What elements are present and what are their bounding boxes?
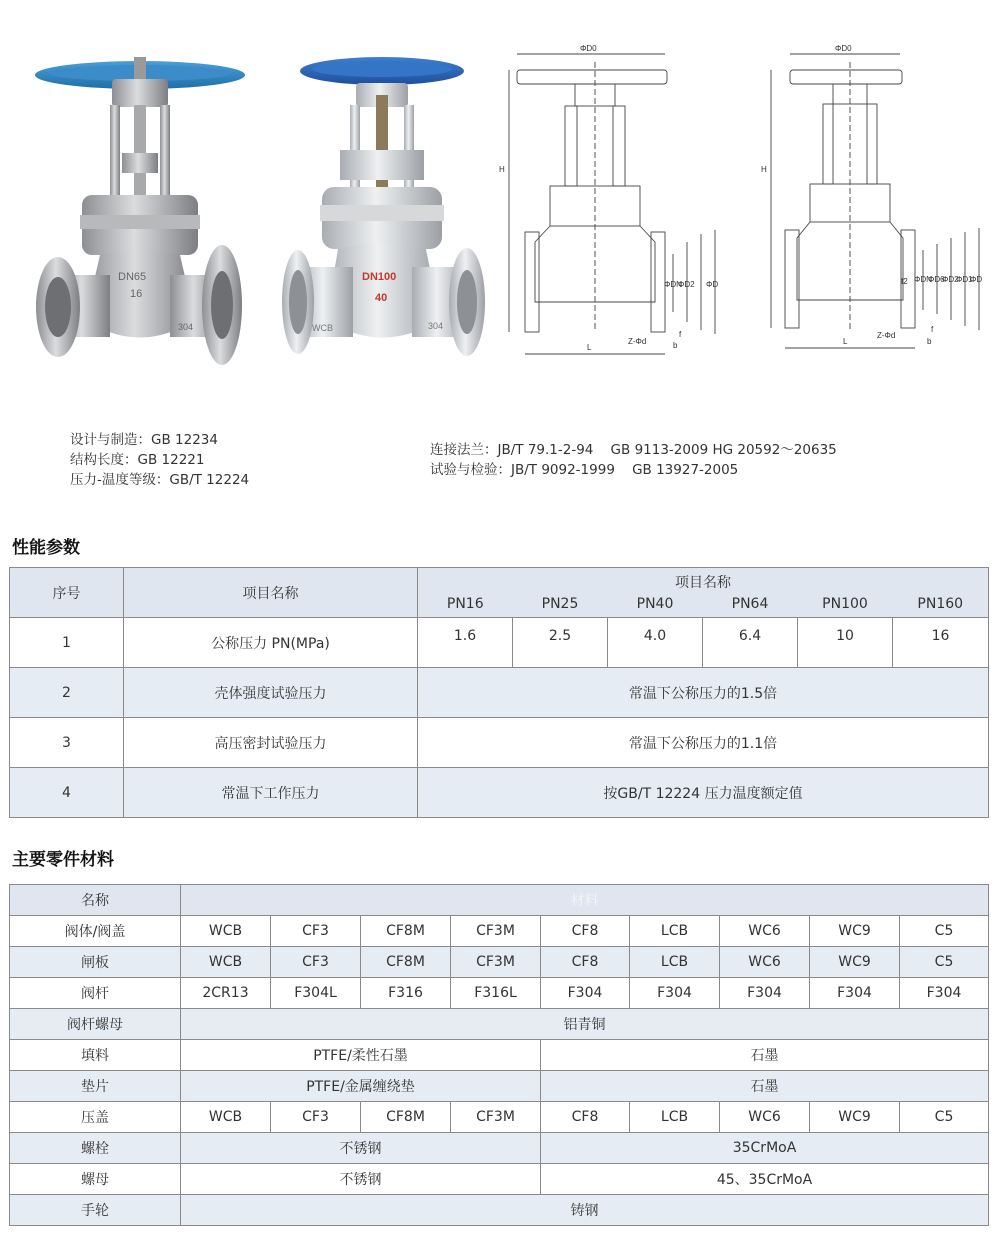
dim-b: b xyxy=(673,341,678,350)
row-item: 壳体强度试验压力 xyxy=(124,668,418,718)
row-value: 4.0 xyxy=(608,618,703,668)
material-cell: 2CR13 xyxy=(181,978,271,1009)
table-row xyxy=(10,916,989,947)
dim2-d6: ΦD6 xyxy=(928,275,945,284)
material-cell: C5 xyxy=(900,947,989,978)
table-row xyxy=(10,1102,989,1133)
header-grade: PN25 xyxy=(513,594,608,618)
material-cell: CF8 xyxy=(541,947,630,978)
standard-test: 试验与检验：JB/T 9092-1999 GB 13927-2005 xyxy=(430,462,739,478)
gate-valve-drawing-large xyxy=(495,42,735,372)
part-name: 闸板 xyxy=(10,947,181,978)
dim-d2: ΦD2 xyxy=(678,280,695,289)
part-name: 螺母 xyxy=(10,1164,181,1195)
row-item: 公称压力 PN(MPa) xyxy=(124,618,418,668)
material-cell: WC6 xyxy=(720,916,810,947)
table-row xyxy=(10,768,989,818)
material-cell: WC9 xyxy=(810,916,900,947)
material-cell: C5 xyxy=(900,916,989,947)
header-grade: PN40 xyxy=(608,594,703,618)
material-cell: LCB xyxy=(630,947,720,978)
valve2-mark-pn: 40 xyxy=(375,292,388,304)
header-grade: PN160 xyxy=(893,594,989,618)
material-cell: CF8M xyxy=(361,1102,451,1133)
material-cell: F304 xyxy=(630,978,720,1009)
standards-list-left xyxy=(70,430,249,490)
table-row xyxy=(10,947,989,978)
table-row xyxy=(10,1195,989,1226)
gate-valve-drawing-small xyxy=(755,42,995,362)
material-cell: CF3M xyxy=(451,1102,541,1133)
dim-z-phid: Z-Φd xyxy=(628,337,647,346)
row-text: 常温下公称压力的1.5倍 xyxy=(418,668,989,718)
part-name: 阀杆螺母 xyxy=(10,1009,181,1040)
row-value: 16 xyxy=(893,618,989,668)
standard-length: 结构长度：GB 12221 xyxy=(70,452,205,468)
row-index: 1 xyxy=(10,618,124,668)
dim-f: f xyxy=(679,330,682,339)
row-value: 1.6 xyxy=(418,618,513,668)
material-cell: WC9 xyxy=(810,1102,900,1133)
dim-d0: ΦD0 xyxy=(580,44,597,53)
standard-flange: 连接法兰：JB/T 79.1-2-94 GB 9113-2009 HG 20592～20635 xyxy=(430,442,837,458)
material-cell: F304 xyxy=(810,978,900,1009)
table-row xyxy=(10,1164,989,1195)
material-cell: WCB xyxy=(181,916,271,947)
part-name: 手轮 xyxy=(10,1195,181,1226)
dim2-z-phid: Z-Φd xyxy=(877,331,896,340)
material-cell: 铸钢 xyxy=(181,1195,989,1226)
header-index: 序号 xyxy=(10,568,124,618)
performance-section-title: 性能参数 xyxy=(12,538,80,558)
part-name: 垫片 xyxy=(10,1071,181,1102)
material-cell: CF3M xyxy=(451,947,541,978)
material-cell: F316L xyxy=(451,978,541,1009)
valve1-mark-dn: DN65 xyxy=(118,271,147,283)
row-value: 10 xyxy=(798,618,893,668)
part-name: 阀杆 xyxy=(10,978,181,1009)
part-name: 填料 xyxy=(10,1040,181,1071)
standard-pressure-temp: 压力-温度等级：GB/T 12224 xyxy=(70,472,250,488)
material-cell: 不锈钢 xyxy=(181,1133,541,1164)
performance-table xyxy=(9,567,989,818)
header-item: 项目名称 xyxy=(124,568,418,618)
row-index: 4 xyxy=(10,768,124,818)
part-name: 阀体/阀盖 xyxy=(10,916,181,947)
material-cell: LCB xyxy=(630,1102,720,1133)
row-text: 按GB/T 12224 压力温度额定值 xyxy=(418,768,989,818)
material-cell: CF3M xyxy=(451,916,541,947)
row-value: 6.4 xyxy=(703,618,798,668)
dim2-d: ΦD xyxy=(970,275,983,284)
material-cell: F304 xyxy=(900,978,989,1009)
material-cell: 不锈钢 xyxy=(181,1164,541,1195)
material-cell: WCB xyxy=(181,1102,271,1133)
header-grade-group: 项目名称 xyxy=(418,568,989,594)
material-cell: CF3 xyxy=(271,916,361,947)
material-cell: PTFE/金属缠绕垫 xyxy=(181,1071,541,1102)
dim2-d0: ΦD0 xyxy=(835,44,852,53)
dim-l: L xyxy=(587,343,592,352)
table-row xyxy=(10,618,989,668)
valve2-mark-grade: 304 xyxy=(428,321,444,331)
material-cell: WC6 xyxy=(720,1102,810,1133)
material-cell: CF8 xyxy=(541,916,630,947)
row-index: 2 xyxy=(10,668,124,718)
table-row xyxy=(10,978,989,1009)
dim2-d1: ΦD1 xyxy=(956,275,973,284)
material-cell: CF3 xyxy=(271,947,361,978)
material-cell: WC6 xyxy=(720,947,810,978)
cast-steel-gate-valve-photo xyxy=(280,55,485,400)
part-name: 压盖 xyxy=(10,1102,181,1133)
material-cell: LCB xyxy=(630,916,720,947)
dim2-h: H xyxy=(761,165,767,174)
dim-dn: ΦDN xyxy=(664,280,682,289)
header-grade: PN100 xyxy=(798,594,893,618)
material-cell: F304 xyxy=(720,978,810,1009)
header-material: 材料 xyxy=(181,885,989,916)
dim2-dn: ΦDN xyxy=(914,275,932,284)
valve2-mark-material: WCB xyxy=(312,323,333,333)
row-value: 2.5 xyxy=(513,618,608,668)
standards-list-right xyxy=(430,440,837,480)
row-index: 3 xyxy=(10,718,124,768)
header-grade: PN64 xyxy=(703,594,798,618)
material-cell: F316 xyxy=(361,978,451,1009)
row-item: 高压密封试验压力 xyxy=(124,718,418,768)
dim2-d2: ΦD2 xyxy=(942,275,959,284)
material-cell: F304L xyxy=(271,978,361,1009)
table-row xyxy=(10,1009,989,1040)
valve1-mark-pn: 16 xyxy=(130,288,143,300)
material-cell: CF3 xyxy=(271,1102,361,1133)
material-cell: CF8 xyxy=(541,1102,630,1133)
row-text: 常温下公称压力的1.1倍 xyxy=(418,718,989,768)
header-grade: PN16 xyxy=(418,594,513,618)
dim2-b: b xyxy=(927,337,932,346)
table-row xyxy=(10,1133,989,1164)
material-cell: 45、35CrMoA xyxy=(541,1164,989,1195)
table-row xyxy=(10,1071,989,1102)
materials-table xyxy=(9,884,989,1226)
material-cell: CF8M xyxy=(361,916,451,947)
dim-d: ΦD xyxy=(706,280,719,289)
material-cell: WC9 xyxy=(810,947,900,978)
dim-h: H xyxy=(499,165,505,174)
material-cell: 石墨 xyxy=(541,1071,989,1102)
material-cell: F304 xyxy=(541,978,630,1009)
valve2-mark-dn: DN100 xyxy=(362,271,397,283)
standard-design: 设计与制造：GB 12234 xyxy=(70,432,218,448)
material-cell: 35CrMoA xyxy=(541,1133,989,1164)
dim2-f2: f2 xyxy=(901,277,908,286)
material-cell: 铝青铜 xyxy=(181,1009,989,1040)
material-cell: WCB xyxy=(181,947,271,978)
materials-section-title: 主要零件材料 xyxy=(12,850,114,870)
material-cell: C5 xyxy=(900,1102,989,1133)
table-row xyxy=(10,718,989,768)
stainless-gate-valve-photo xyxy=(30,55,250,395)
table-row xyxy=(10,1040,989,1071)
dim2-f: f xyxy=(931,325,934,334)
valve1-mark-material: 304 xyxy=(178,322,194,332)
material-cell: 石墨 xyxy=(541,1040,989,1071)
table-row xyxy=(10,668,989,718)
material-cell: CF8M xyxy=(361,947,451,978)
dim2-l: L xyxy=(843,337,848,346)
part-name: 螺栓 xyxy=(10,1133,181,1164)
material-cell: PTFE/柔性石墨 xyxy=(181,1040,541,1071)
row-item: 常温下工作压力 xyxy=(124,768,418,818)
header-name: 名称 xyxy=(10,885,181,916)
